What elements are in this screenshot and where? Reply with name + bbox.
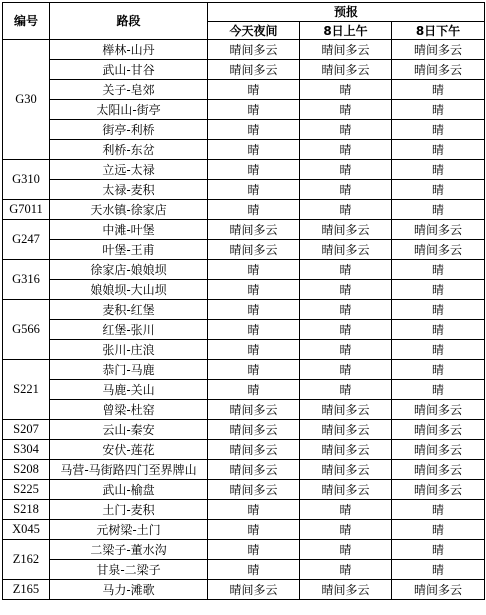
table-row bbox=[3, 280, 485, 300]
forecast-day8-morning: 晴 bbox=[300, 560, 392, 580]
forecast-day8-afternoon: 晴 bbox=[392, 160, 485, 180]
forecast-day8-afternoon: 晴间多云 bbox=[392, 440, 485, 460]
route-segment: 天水镇-徐家店 bbox=[50, 200, 208, 220]
table-row bbox=[3, 120, 485, 140]
forecast-day8-afternoon: 晴 bbox=[392, 520, 485, 540]
header-day8-morning: 8日上午 bbox=[300, 22, 392, 40]
forecast-day8-afternoon: 晴 bbox=[392, 280, 485, 300]
route-segment: 武山-甘谷 bbox=[50, 60, 208, 80]
header-code: 编号 bbox=[3, 3, 50, 40]
forecast-tonight: 晴 bbox=[208, 180, 300, 200]
forecast-day8-afternoon: 晴 bbox=[392, 500, 485, 520]
route-segment: 街亭-利桥 bbox=[50, 120, 208, 140]
route-segment: 云山-秦安 bbox=[50, 420, 208, 440]
route-segment: 甘泉-二梁子 bbox=[50, 560, 208, 580]
forecast-day8-morning: 晴 bbox=[300, 380, 392, 400]
route-code: S207 bbox=[3, 420, 50, 440]
route-segment: 关子-皂郊 bbox=[50, 80, 208, 100]
forecast-tonight: 晴间多云 bbox=[208, 420, 300, 440]
forecast-tonight: 晴 bbox=[208, 140, 300, 160]
forecast-day8-morning: 晴 bbox=[300, 300, 392, 320]
route-code: Z165 bbox=[3, 580, 50, 600]
forecast-tonight: 晴 bbox=[208, 120, 300, 140]
forecast-tonight: 晴间多云 bbox=[208, 460, 300, 480]
table-row bbox=[3, 100, 485, 120]
table-row bbox=[3, 140, 485, 160]
table-row bbox=[3, 560, 485, 580]
route-segment: 土门-麦积 bbox=[50, 500, 208, 520]
table-row bbox=[3, 540, 485, 560]
forecast-day8-morning: 晴间多云 bbox=[300, 580, 392, 600]
forecast-day8-afternoon: 晴 bbox=[392, 360, 485, 380]
forecast-day8-morning: 晴 bbox=[300, 260, 392, 280]
forecast-day8-afternoon: 晴间多云 bbox=[392, 60, 485, 80]
forecast-tonight: 晴 bbox=[208, 260, 300, 280]
forecast-day8-afternoon: 晴间多云 bbox=[392, 580, 485, 600]
forecast-tonight: 晴 bbox=[208, 160, 300, 180]
table-row bbox=[3, 500, 485, 520]
forecast-day8-morning: 晴间多云 bbox=[300, 440, 392, 460]
forecast-day8-morning: 晴 bbox=[300, 120, 392, 140]
table-row bbox=[3, 320, 485, 340]
forecast-day8-morning: 晴 bbox=[300, 80, 392, 100]
route-segment: 麦积-红堡 bbox=[50, 300, 208, 320]
forecast-day8-afternoon: 晴 bbox=[392, 320, 485, 340]
forecast-day8-morning: 晴间多云 bbox=[300, 460, 392, 480]
forecast-day8-afternoon: 晴间多云 bbox=[392, 420, 485, 440]
table-row bbox=[3, 380, 485, 400]
forecast-day8-morning: 晴 bbox=[300, 280, 392, 300]
forecast-day8-afternoon: 晴 bbox=[392, 180, 485, 200]
forecast-day8-morning: 晴 bbox=[300, 200, 392, 220]
forecast-day8-afternoon: 晴 bbox=[392, 100, 485, 120]
table-row bbox=[3, 220, 485, 240]
forecast-tonight: 晴 bbox=[208, 80, 300, 100]
route-code: G247 bbox=[3, 220, 50, 260]
forecast-day8-morning: 晴间多云 bbox=[300, 400, 392, 420]
header-segment: 路段 bbox=[50, 3, 208, 40]
route-code: S208 bbox=[3, 460, 50, 480]
forecast-day8-morning: 晴 bbox=[300, 320, 392, 340]
forecast-tonight: 晴间多云 bbox=[208, 220, 300, 240]
route-segment: 元树梁-土门 bbox=[50, 520, 208, 540]
table-row bbox=[3, 520, 485, 540]
forecast-tonight: 晴 bbox=[208, 280, 300, 300]
forecast-tonight: 晴间多云 bbox=[208, 40, 300, 60]
table-row bbox=[3, 300, 485, 320]
route-segment: 太阳山-街亭 bbox=[50, 100, 208, 120]
table-row bbox=[3, 80, 485, 100]
route-segment: 榉林-山丹 bbox=[50, 40, 208, 60]
forecast-day8-morning: 晴间多云 bbox=[300, 40, 392, 60]
forecast-tonight: 晴 bbox=[208, 520, 300, 540]
table-row bbox=[3, 40, 485, 60]
forecast-day8-afternoon: 晴 bbox=[392, 380, 485, 400]
forecast-tonight: 晴 bbox=[208, 500, 300, 520]
table-row bbox=[3, 400, 485, 420]
forecast-day8-morning: 晴 bbox=[300, 340, 392, 360]
forecast-day8-morning: 晴间多云 bbox=[300, 240, 392, 260]
forecast-day8-afternoon: 晴 bbox=[392, 80, 485, 100]
forecast-day8-morning: 晴 bbox=[300, 540, 392, 560]
forecast-day8-afternoon: 晴 bbox=[392, 200, 485, 220]
route-segment: 曾梁-杜窑 bbox=[50, 400, 208, 420]
forecast-day8-morning: 晴 bbox=[300, 160, 392, 180]
route-segment: 马力-滩歌 bbox=[50, 580, 208, 600]
route-segment: 武山-榆盘 bbox=[50, 480, 208, 500]
forecast-tonight: 晴 bbox=[208, 380, 300, 400]
route-segment: 马营-马街路四门至界牌山 bbox=[50, 460, 208, 480]
route-segment: 红堡-张川 bbox=[50, 320, 208, 340]
table-row bbox=[3, 440, 485, 460]
route-code: S221 bbox=[3, 360, 50, 420]
route-code: S218 bbox=[3, 500, 50, 520]
forecast-tonight: 晴 bbox=[208, 300, 300, 320]
forecast-day8-afternoon: 晴间多云 bbox=[392, 220, 485, 240]
forecast-tonight: 晴 bbox=[208, 540, 300, 560]
forecast-day8-afternoon: 晴 bbox=[392, 560, 485, 580]
route-segment: 张川-庄浪 bbox=[50, 340, 208, 360]
route-code: G30 bbox=[3, 40, 50, 160]
forecast-tonight: 晴间多云 bbox=[208, 580, 300, 600]
forecast-tonight: 晴 bbox=[208, 200, 300, 220]
route-code: Z162 bbox=[3, 540, 50, 580]
table-row bbox=[3, 460, 485, 480]
forecast-tonight: 晴 bbox=[208, 320, 300, 340]
forecast-day8-afternoon: 晴间多云 bbox=[392, 480, 485, 500]
forecast-tonight: 晴间多云 bbox=[208, 240, 300, 260]
forecast-tonight: 晴间多云 bbox=[208, 440, 300, 460]
forecast-day8-afternoon: 晴间多云 bbox=[392, 40, 485, 60]
route-code: X045 bbox=[3, 520, 50, 540]
table-row bbox=[3, 340, 485, 360]
route-code: G316 bbox=[3, 260, 50, 300]
header-tonight: 今天夜间 bbox=[208, 22, 300, 40]
forecast-day8-afternoon: 晴 bbox=[392, 300, 485, 320]
table-row bbox=[3, 160, 485, 180]
forecast-tonight: 晴间多云 bbox=[208, 60, 300, 80]
forecast-day8-afternoon: 晴间多云 bbox=[392, 400, 485, 420]
route-segment: 叶堡-王甫 bbox=[50, 240, 208, 260]
header-forecast: 预报 bbox=[208, 3, 485, 22]
route-segment: 徐家店-娘娘坝 bbox=[50, 260, 208, 280]
route-segment: 二梁子-董水沟 bbox=[50, 540, 208, 560]
forecast-day8-afternoon: 晴 bbox=[392, 140, 485, 160]
forecast-tonight: 晴 bbox=[208, 340, 300, 360]
forecast-day8-afternoon: 晴 bbox=[392, 260, 485, 280]
route-segment: 娘娘坝-大山坝 bbox=[50, 280, 208, 300]
forecast-day8-morning: 晴 bbox=[300, 100, 392, 120]
forecast-day8-morning: 晴 bbox=[300, 180, 392, 200]
route-segment: 安伏-莲花 bbox=[50, 440, 208, 460]
forecast-day8-morning: 晴间多云 bbox=[300, 60, 392, 80]
table-row bbox=[3, 420, 485, 440]
route-code: G310 bbox=[3, 160, 50, 200]
forecast-day8-afternoon: 晴 bbox=[392, 120, 485, 140]
table-body bbox=[3, 40, 485, 600]
weather-forecast-table bbox=[2, 2, 485, 600]
forecast-day8-afternoon: 晴 bbox=[392, 340, 485, 360]
route-code: G566 bbox=[3, 300, 50, 360]
table-row bbox=[3, 200, 485, 220]
route-segment: 利桥-东岔 bbox=[50, 140, 208, 160]
forecast-tonight: 晴间多云 bbox=[208, 400, 300, 420]
table-row bbox=[3, 240, 485, 260]
forecast-day8-morning: 晴间多云 bbox=[300, 420, 392, 440]
header-day8-afternoon: 8日下午 bbox=[392, 22, 485, 40]
forecast-day8-afternoon: 晴间多云 bbox=[392, 240, 485, 260]
forecast-day8-morning: 晴 bbox=[300, 520, 392, 540]
forecast-day8-afternoon: 晴 bbox=[392, 540, 485, 560]
forecast-tonight: 晴间多云 bbox=[208, 480, 300, 500]
forecast-tonight: 晴 bbox=[208, 360, 300, 380]
route-code: S304 bbox=[3, 440, 50, 460]
route-segment: 太禄-麦积 bbox=[50, 180, 208, 200]
forecast-day8-morning: 晴 bbox=[300, 500, 392, 520]
forecast-day8-morning: 晴间多云 bbox=[300, 480, 392, 500]
table-row bbox=[3, 360, 485, 380]
table-row bbox=[3, 180, 485, 200]
route-segment: 恭门-马鹿 bbox=[50, 360, 208, 380]
forecast-day8-morning: 晴间多云 bbox=[300, 220, 392, 240]
forecast-day8-afternoon: 晴间多云 bbox=[392, 460, 485, 480]
route-segment: 中滩-叶堡 bbox=[50, 220, 208, 240]
table-row bbox=[3, 580, 485, 600]
forecast-day8-morning: 晴 bbox=[300, 140, 392, 160]
forecast-day8-morning: 晴 bbox=[300, 360, 392, 380]
table-row bbox=[3, 480, 485, 500]
route-segment: 马鹿-关山 bbox=[50, 380, 208, 400]
route-segment: 立远-太禄 bbox=[50, 160, 208, 180]
route-code: G7011 bbox=[3, 200, 50, 220]
table-row bbox=[3, 260, 485, 280]
forecast-tonight: 晴 bbox=[208, 100, 300, 120]
table-row bbox=[3, 60, 485, 80]
route-code: S225 bbox=[3, 480, 50, 500]
forecast-tonight: 晴 bbox=[208, 560, 300, 580]
